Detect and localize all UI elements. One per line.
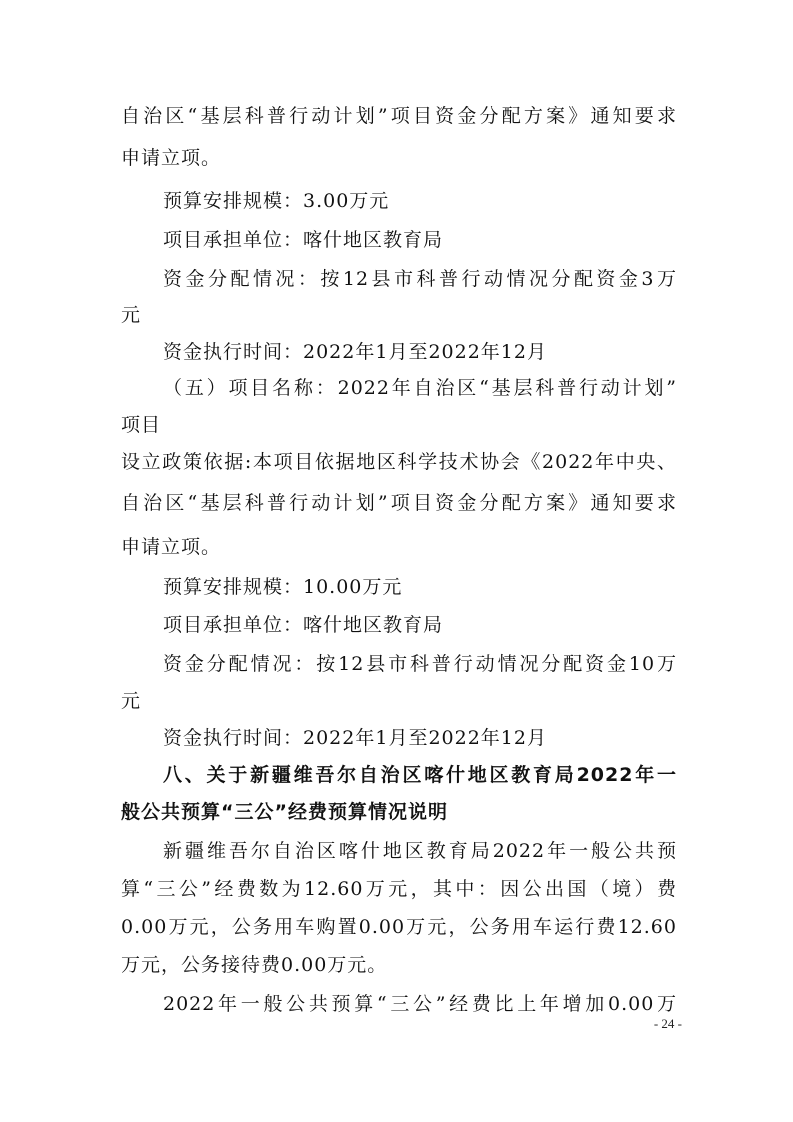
body-line: 设立政策依据:本项目依据地区科学技术协会《2022年中央、 bbox=[121, 451, 677, 473]
section-heading: 般公共预算“三公”经费预算情况说明 bbox=[121, 801, 448, 823]
body-line: 自治区“基层科普行动计划”项目资金分配方案》通知要求 bbox=[121, 492, 677, 514]
body-line: 新疆维吾尔自治区喀什地区教育局2022年一般公共预 bbox=[163, 840, 677, 862]
body-line: 项目承担单位：喀什地区教育局 bbox=[163, 614, 444, 636]
body-line: 资金执行时间：2022年1月至2022年12月 bbox=[163, 341, 547, 363]
body-line: 自治区“基层科普行动计划”项目资金分配方案》通知要求 bbox=[121, 105, 677, 127]
body-line: 预算安排规模：3.00万元 bbox=[163, 190, 390, 212]
section-title: （五）项目名称：2022年自治区“基层科普行动计划” bbox=[163, 377, 677, 399]
body-line: 申请立项。 bbox=[121, 536, 222, 558]
body-line: 算“三公”经费数为12.60万元，其中：因公出国（境）费 bbox=[121, 878, 677, 900]
body-line: 资金分配情况：按12县市科普行动情况分配资金10万 bbox=[163, 653, 677, 675]
body-line: 预算安排规模：10.00万元 bbox=[163, 576, 403, 598]
body-line: 0.00万元，公务用车购置0.00万元，公务用车运行费12.60 bbox=[121, 916, 677, 938]
body-line: 申请立项。 bbox=[121, 147, 222, 169]
body-line: 项目承担单位：喀什地区教育局 bbox=[163, 229, 444, 251]
body-line: 元 bbox=[121, 690, 142, 712]
body-line: 资金分配情况：按12县市科普行动情况分配资金3万 bbox=[163, 268, 677, 290]
section-heading: 八、关于新疆维吾尔自治区喀什地区教育局2022年一 bbox=[163, 764, 677, 786]
body-line: 资金执行时间：2022年1月至2022年12月 bbox=[163, 727, 547, 749]
body-line: 2022年一般公共预算“三公”经费比上年增加0.00万 bbox=[163, 993, 677, 1015]
body-line: 项目 bbox=[121, 414, 162, 436]
body-line: 万元，公务接待费0.00万元。 bbox=[121, 954, 388, 976]
body-line: 元 bbox=[121, 304, 142, 326]
page-number: - 24 - bbox=[653, 1016, 682, 1031]
